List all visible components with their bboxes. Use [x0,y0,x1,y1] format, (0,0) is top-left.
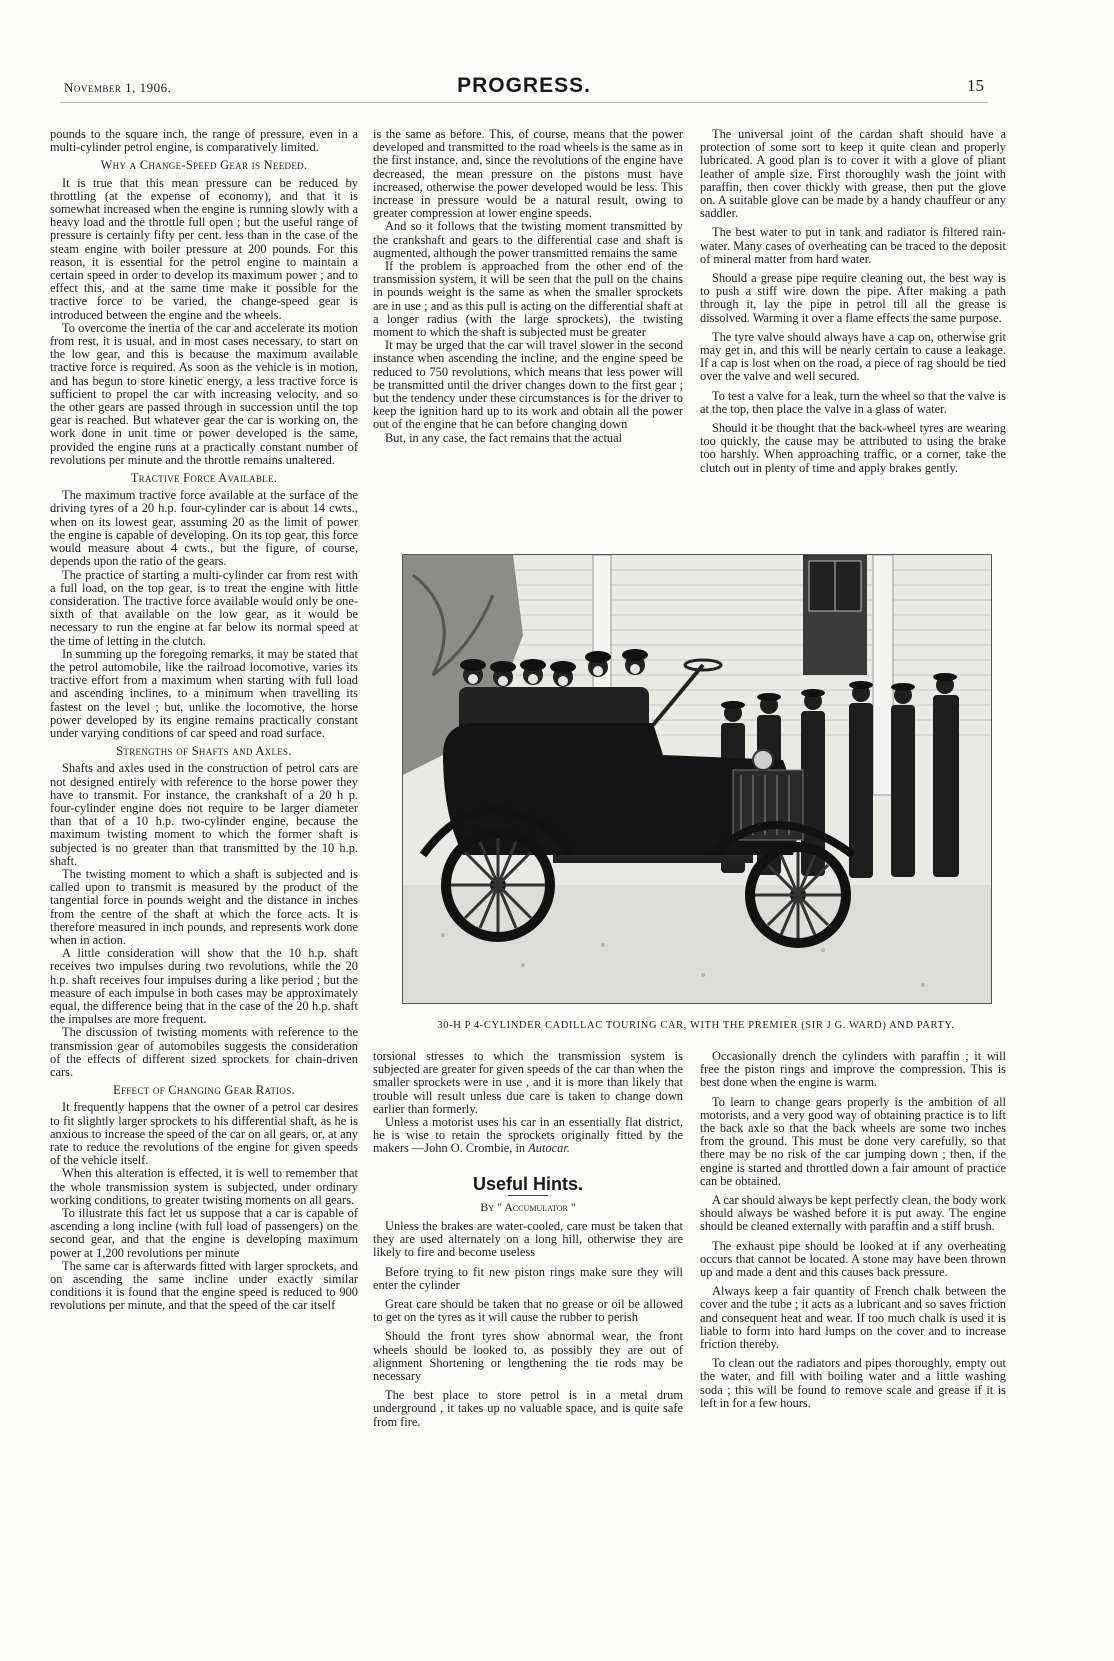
page-header [64,74,984,98]
header-rule [60,102,988,103]
paragraph: When this alteration is effected, it is well to remember that the whole transmission system is subjected, under ordinary working conditions, to greater twisting moments on all gears. [50,1166,358,1207]
hint-paragraph: Great care should be taken that no grease or oil be allowed to get on the tyres as it will cause the rubber to perish [373,1297,683,1325]
paragraph: To illustrate this fact let us suppose that a car is capable of ascending a long incline (with full load of passengers) on the second gear, and that the engine is developing maximum power at 1,200 revolutions per minute [50,1206,358,1260]
column-1 [50,128,358,1313]
paragraph-with-source [373,1116,683,1156]
paragraph: torsional stresses to which the transmission system is subjected are greater for given speeds of the car than when the smaller sprockets were in use , and it is more than likely that trouble will result unless due care is taken to change down earlier than formerly. [373,1049,683,1116]
issue-date: November 1, 1906. [64,80,172,95]
paragraph: Should a grease pipe require cleaning out, the best way is to push a stiff wire down the pipe. After making a path through it, lay the pipe in petrol till all the grease is dissolved. Warming it over a flame effects the same purpose. [700,271,1006,325]
paragraph: To overcome the inertia of the car and accelerate its motion from rest, it is usual, and in most cases necessary, to start on the low gear, and this is because the maximum available tractive force is required. As soon as the vehicle is in motion, and has begun to store kinetic energy, a less tractive force is sufficient to propel the car with increasing velocity, and so the other gears are passed through in succession until the top gear is reached. But whatever gear the car is working on, the work done in unit time or power developed is the same, provided the engine runs at a practically constant number of revolutions per minute and the throttle remains unaltered. [50,320,358,467]
photo-caption: 30-H P 4-CYLINDER CADILLAC TOURING CAR, WITH THE PREMIER (SIR J G. WARD) AND PARTY. [437,1020,955,1031]
paragraph: If the problem is approached from the other end of the transmission system, it will be seen that the pull on the chains in pounds weight is the same as when the smaller sprockets are in use ; and as this pull is acting on the differential shaft at a longer radius (with the large sprockets), the twisting moment to which the shaft is subjected must be greater [373,259,683,340]
section-heading-strengths: Strengths of Shafts and Axles. [116,744,292,759]
paragraph: And so it follows that the twisting moment transmitted by the crankshaft and gears to the differential case and shaft is augmented, although the power transmitted remains the same [373,219,683,260]
paragraph: The best water to put in tank and radiator is filtered rain-water. Many cases of overheating can be traced to the deposit of mineral matter from hard water. [700,225,1006,266]
column-5 [700,1050,1006,1410]
hint-paragraph: To clean out the radiators and pipes thoroughly, empty out the water, and fill with boiling water and a little washing soda ; this will be found to remove scale and grease if it is left in for a few hours. [700,1356,1006,1410]
hint-paragraph: Always keep a fair quantity of French chalk between the cover and the tube ; it acts as a lubricant and so saves friction and consequent heat and wear. If too much chalk is used it is liable to form into hard lumps on the cover and to increase friction thereby. [700,1284,1006,1352]
hint-paragraph: To learn to change gears properly is the ambition of all motorists, and a very good way of obtaining practice is to lift the back axle so that the back wheels are some two inches from the ground. This must be done very carefully, so that there may be no risk of the car jumping down ; then, if the engine is started and throttled down a fair amount of practice can be obtained. [700,1094,1006,1188]
hint-paragraph: The best place to store petrol is in a metal drum underground , it takes up no valuable space, and is quite safe from fire. [373,1388,683,1429]
paragraph: It frequently happens that the owner of a petrol car desires to fit slightly larger sprockets to his differential shaft, as he is anxious to increase the speed of the car on all gears, or, at any rate to reduce the revolutions of the engine for given speeds of the vehicle itself. [50,1100,358,1168]
column-3 [700,128,1006,475]
paragraph: The twisting moment to which a shaft is subjected and is called upon to transmit is measured by the product of the tangential force in pounds weight and the distance in inches from the centre of the shaft at which the force acts. It is therefore measured in inch pounds, and represents work done when in action. [50,866,358,947]
paragraph: is the same as before. This, of course, means that the power developed and transmitted to the road wheels is the same as in the first instance, and, since the revolutions of the engine have decreased, the mean pressure on the pistons must have increased, otherwise the power developed would be less. This increase in pressure would be a natural result, owing to greater compression at lower engine speeds. [373,127,683,221]
paragraph: The discussion of twisting moments with reference to the transmission gear of automobiles suggests the consideration of the effects of different sized sprockets for chain-driven cars. [50,1025,358,1080]
paragraph: It may be urged that the car will travel slower in the second instance when ascending the incline, and the engine speed be reduced to 750 revolutions, which means that less power will be transmitted until the driver changes down to the first gear ; but the tendency under these circumstances is for the driver to keep the ignition hard up to its work and obtain all the power out of the engine that he can before changing down [373,338,683,432]
column-4 [373,1050,683,1429]
photo-illustration [403,555,991,1003]
column-2 [373,128,683,445]
paragraph: It is true that this mean pressure can be reduced by throttling (at the expense of economy), and that it is somewhat increased when the engine is running slowly with a heavy load and the throttle full open ; but the useful range of pressure is certainly fifty per cent. less than in the case of the steam engine with boiler pressure at 200 pounds. For this reason, it is essential for the petrol engine to maintain a certain speed in order to develop its maximum power ; and to effect this, and at the same time make it possible for the tractive force to be varied, the change-speed gear is introduced between the engine and the wheels. [50,175,358,322]
masthead-title: PROGRESS. [457,74,591,97]
article-title-useful-hints: Useful Hints. [472,1173,583,1194]
paragraph: The practice of starting a multi-cylinder car from rest with a full load, on the top gear, is to treat the engine with little consideration. The tractive force available would only be one-sixth of that available on the low gear, as it would be necessary to run the engine at far below its normal speed at the time of letting in the clutch. [50,567,358,648]
hint-paragraph: A car should always be kept perfectly clean, the body work should always be washed before it is put away. The engine should be cleaned externally with paraffin and a stiff brush. [700,1193,1006,1234]
hint-paragraph: Occasionally drench the cylinders with paraffin ; it will free the piston rings and improve the compression. This is best done when the engine is warm. [700,1049,1006,1090]
source-publication: Autocar. [528,1141,570,1156]
paragraph: The tyre valve should always have a cap on, otherwise grit may get in, and this will be nearly certain to cause a leakage. If a cap is lost when on the road, a piece of rag should be tied over the valve and well secured. [700,329,1006,384]
title-rule [508,1195,548,1196]
section-heading-why-gear: Why a Change-Speed Gear is Needed. [100,158,308,173]
hint-paragraph: Before trying to fit new piston rings make sure they will enter the cylinder [373,1264,683,1292]
paragraph: Unless a motorist uses his car in an essentially flat district, he is wise to retain the sprockets originally fitted by the makers —John O. Crombie, in [373,1115,683,1156]
section-heading-gear-ratios: Effect of Changing Gear Ratios. [113,1083,295,1098]
paragraph: pounds to the square inch, the range of pressure, even in a multi-cylinder petrol engine, is comparatively limited. [50,127,358,155]
paragraph: In summing up the foregoing remarks, it may be stated that the petrol automobile, like the railroad locomotive, varies its tractive effort from a maximum when starting with full load and ascending inclines, to a minimum when travelling its fastest on the level ; but, unlike the locomotive, the horse power developed by its engine remains practically constant under varying conditions of car speed and road surface. [50,646,358,740]
paragraph: The universal joint of the cardan shaft should have a protection of some sort to keep it quite clean and properly lubricated. A good plan is to cover it with a glove of pliant leather of ample size. First thoroughly wash the joint with paraffin, then cover thickly with grease, then put the glove on. A suitable glove can be made by a handy chauffeur or any saddler. [700,127,1006,221]
paragraph: A little consideration will show that the 10 h.p. shaft receives two impulses during two revolutions, while the 20 h.p. shaft receives four impulses during a like period ; but the measure of each impulse in both cases may be approximately equal, the difference being that in the case of the 20 h.p. shaft the impulses are more frequent. [50,946,358,1027]
article-byline: By " Accumulator " [480,1199,576,1214]
hint-paragraph: Unless the brakes are water-cooled, care must be taken that they are used alternately on a long hill, otherwise they are likely to fire and become useless [373,1219,683,1260]
hint-paragraph: Should the front tyres show abnormal wear, the front wheels should be looked to, as possibly they are out of alignment Shortening or lengthening the tie rods may be necessary [373,1329,683,1384]
cadillac-touring-car-photo [402,554,992,1004]
page-number: 15 [967,76,984,95]
paragraph: Should it be thought that the back-wheel tyres are wearing too quickly, the cause may be attributed to using the brake too harshly. When approaching traffic, or a corner, take the clutch out in plenty of time and apply brakes gently. [700,421,1006,475]
paragraph: To test a valve for a leak, turn the wheel so that the valve is at the top, then place the valve in a glass of water. [700,388,1006,416]
paragraph: Shafts and axles used in the construction of petrol cars are not designed entirely with reference to the horse power they have to transmit. For instance, the crankshaft of a 20 h p. four-cylinder engine does not require to be larger diameter than that of a 10 h.p. two-cylinder engine, because the maximum twisting moment to which the former shaft is subjected is no greater than that transmitted by the 10 h.p. shaft. [50,761,358,868]
section-heading-tractive-force: Tractive Force Available. [130,471,278,486]
paragraph: The maximum tractive force available at the surface of the driving tyres of a 20 h.p. four-cylinder car is about 14 cwts., when on its lowest gear, assuming 20 as the limit of power the engine is capable of developing. On its top gear, this force would measure about 4 cwts., but the figure, of course, depends upon the ratio of the gears. [50,488,358,569]
hint-paragraph: The exhaust pipe should be looked at if any overheating occurs that cannot be located. A stone may have been thrown up and made a dent and this causes back pressure. [700,1238,1006,1280]
paragraph: But, in any case, the fact remains that the actual [385,430,623,445]
paragraph: The same car is afterwards fitted with larger sprockets, and on ascending the same incline under exactly similar conditions it is found that the engine speed is reduced to 900 revolutions per minute, and that the speed of the car itself [50,1258,358,1313]
